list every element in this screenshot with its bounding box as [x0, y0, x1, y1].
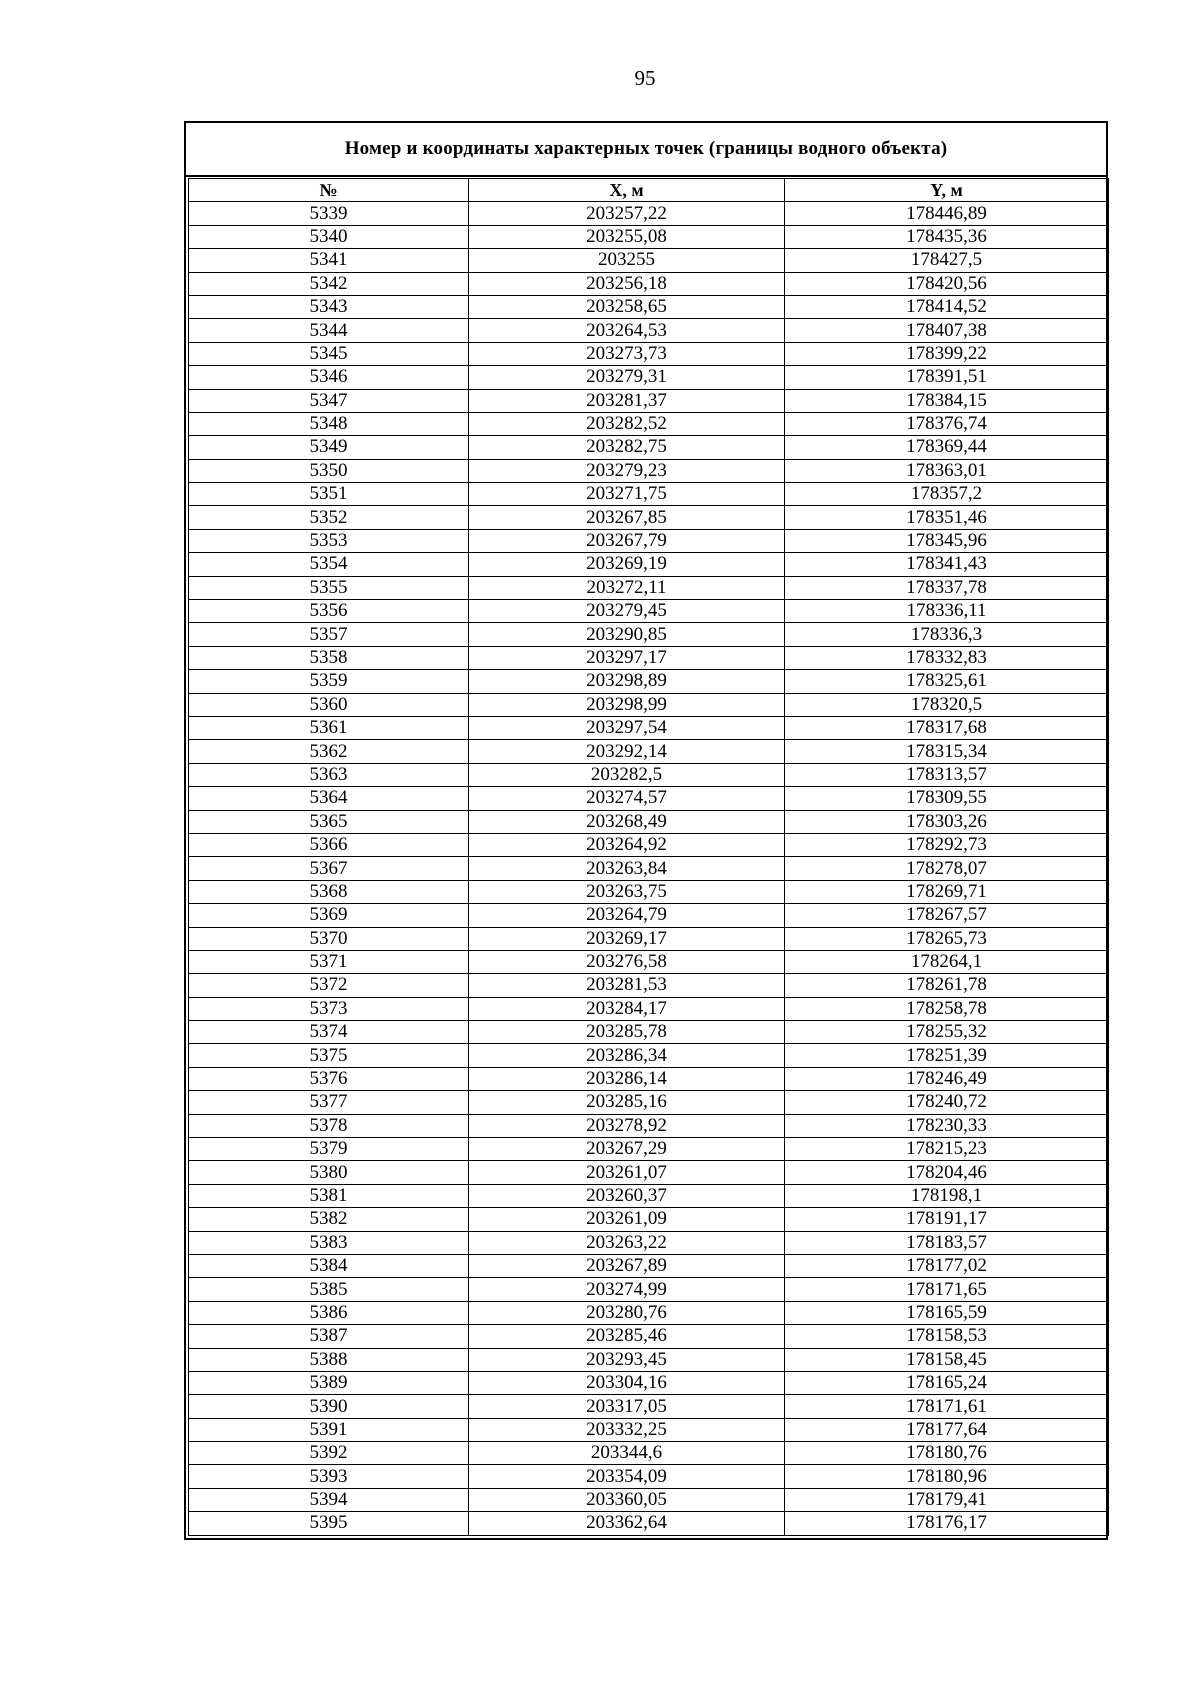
page-number: 95	[634, 66, 656, 90]
table-row	[189, 1161, 1109, 1184]
cell-number: 5369	[189, 904, 469, 927]
cell-x: 203332,25	[469, 1418, 785, 1441]
cell-number: 5379	[189, 1138, 469, 1161]
cell-y: 178435,36	[785, 225, 1109, 248]
table-row	[189, 529, 1109, 552]
table-row	[189, 623, 1109, 646]
cell-x: 203281,53	[469, 974, 785, 997]
cell-y: 178180,76	[785, 1442, 1109, 1465]
table-row	[189, 483, 1109, 506]
cell-number: 5340	[189, 225, 469, 248]
cell-x: 203297,54	[469, 716, 785, 739]
table-row	[189, 576, 1109, 599]
cell-y: 178427,5	[785, 249, 1109, 272]
cell-x: 203267,89	[469, 1254, 785, 1277]
cell-number: 5391	[189, 1418, 469, 1441]
cell-x: 203267,85	[469, 506, 785, 529]
cell-y: 178369,44	[785, 436, 1109, 459]
cell-y: 178407,38	[785, 319, 1109, 342]
cell-x: 203304,16	[469, 1371, 785, 1394]
cell-number: 5344	[189, 319, 469, 342]
table-header-row	[189, 179, 1109, 202]
table-row	[189, 1512, 1109, 1535]
cell-y: 178177,64	[785, 1418, 1109, 1441]
table-row	[189, 1278, 1109, 1301]
coordinates-table-frame	[184, 121, 1108, 1540]
cell-number: 5378	[189, 1114, 469, 1137]
table-row	[189, 342, 1109, 365]
table-row	[189, 997, 1109, 1020]
table-row	[189, 974, 1109, 997]
cell-x: 203279,31	[469, 366, 785, 389]
cell-y: 178376,74	[785, 412, 1109, 435]
cell-y: 178336,11	[785, 600, 1109, 623]
cell-x: 203268,49	[469, 810, 785, 833]
cell-y: 178251,39	[785, 1044, 1109, 1067]
table-row	[189, 740, 1109, 763]
table-row	[189, 249, 1109, 272]
cell-y: 178171,61	[785, 1395, 1109, 1418]
cell-x: 203261,09	[469, 1208, 785, 1231]
cell-number: 5350	[189, 459, 469, 482]
table-row	[189, 319, 1109, 342]
cell-x: 203292,14	[469, 740, 785, 763]
table-row	[189, 787, 1109, 810]
cell-number: 5363	[189, 763, 469, 786]
table-row	[189, 880, 1109, 903]
cell-number: 5351	[189, 483, 469, 506]
cell-y: 178267,57	[785, 904, 1109, 927]
cell-y: 178315,34	[785, 740, 1109, 763]
cell-x: 203274,99	[469, 1278, 785, 1301]
cell-x: 203264,79	[469, 904, 785, 927]
cell-number: 5368	[189, 880, 469, 903]
cell-y: 178171,65	[785, 1278, 1109, 1301]
cell-number: 5360	[189, 693, 469, 716]
cell-y: 178230,33	[785, 1114, 1109, 1137]
cell-y: 178399,22	[785, 342, 1109, 365]
cell-x: 203362,64	[469, 1512, 785, 1535]
table-row	[189, 1488, 1109, 1511]
cell-y: 178264,1	[785, 950, 1109, 973]
cell-y: 178351,46	[785, 506, 1109, 529]
cell-number: 5348	[189, 412, 469, 435]
table-row	[189, 763, 1109, 786]
table-row	[189, 202, 1109, 225]
cell-number: 5364	[189, 787, 469, 810]
table-row	[189, 1021, 1109, 1044]
cell-y: 178384,15	[785, 389, 1109, 412]
cell-y: 178265,73	[785, 927, 1109, 950]
cell-y: 178198,1	[785, 1184, 1109, 1207]
cell-x: 203276,58	[469, 950, 785, 973]
cell-y: 178303,26	[785, 810, 1109, 833]
cell-number: 5362	[189, 740, 469, 763]
cell-x: 203317,05	[469, 1395, 785, 1418]
cell-number: 5354	[189, 553, 469, 576]
cell-number: 5380	[189, 1161, 469, 1184]
table-row	[189, 553, 1109, 576]
cell-number: 5349	[189, 436, 469, 459]
cell-y: 178179,41	[785, 1488, 1109, 1511]
cell-x: 203280,76	[469, 1301, 785, 1324]
cell-number: 5393	[189, 1465, 469, 1488]
cell-x: 203263,22	[469, 1231, 785, 1254]
cell-x: 203273,73	[469, 342, 785, 365]
cell-number: 5373	[189, 997, 469, 1020]
table-row	[189, 272, 1109, 295]
cell-x: 203285,46	[469, 1325, 785, 1348]
cell-number: 5387	[189, 1325, 469, 1348]
table-row	[189, 693, 1109, 716]
cell-x: 203257,22	[469, 202, 785, 225]
table-row	[189, 1442, 1109, 1465]
cell-number: 5392	[189, 1442, 469, 1465]
cell-y: 178278,07	[785, 857, 1109, 880]
cell-x: 203263,75	[469, 880, 785, 903]
cell-number: 5359	[189, 670, 469, 693]
cell-y: 178240,72	[785, 1091, 1109, 1114]
table-row	[189, 389, 1109, 412]
table-row	[189, 1348, 1109, 1371]
cell-number: 5388	[189, 1348, 469, 1371]
header-x: X, м	[469, 179, 785, 202]
cell-number: 5377	[189, 1091, 469, 1114]
table-row	[189, 716, 1109, 739]
cell-x: 203258,65	[469, 295, 785, 318]
cell-number: 5383	[189, 1231, 469, 1254]
cell-x: 203279,45	[469, 600, 785, 623]
cell-number: 5376	[189, 1067, 469, 1090]
table-row	[189, 1044, 1109, 1067]
cell-number: 5342	[189, 272, 469, 295]
table-row	[189, 1254, 1109, 1277]
cell-x: 203267,79	[469, 529, 785, 552]
cell-x: 203298,89	[469, 670, 785, 693]
cell-x: 203282,5	[469, 763, 785, 786]
cell-number: 5365	[189, 810, 469, 833]
cell-number: 5339	[189, 202, 469, 225]
cell-x: 203260,37	[469, 1184, 785, 1207]
cell-x: 203290,85	[469, 623, 785, 646]
cell-x: 203297,17	[469, 646, 785, 669]
cell-y: 178204,46	[785, 1161, 1109, 1184]
table-row	[189, 600, 1109, 623]
table-row	[189, 1091, 1109, 1114]
cell-x: 203255,08	[469, 225, 785, 248]
table-row	[189, 225, 1109, 248]
cell-number: 5355	[189, 576, 469, 599]
cell-x: 203274,57	[469, 787, 785, 810]
cell-x: 203264,53	[469, 319, 785, 342]
cell-y: 178332,83	[785, 646, 1109, 669]
cell-number: 5352	[189, 506, 469, 529]
cell-x: 203269,17	[469, 927, 785, 950]
cell-y: 178176,17	[785, 1512, 1109, 1535]
cell-y: 178363,01	[785, 459, 1109, 482]
cell-number: 5394	[189, 1488, 469, 1511]
cell-x: 203281,37	[469, 389, 785, 412]
cell-number: 5353	[189, 529, 469, 552]
cell-number: 5341	[189, 249, 469, 272]
cell-x: 203344,6	[469, 1442, 785, 1465]
cell-number: 5357	[189, 623, 469, 646]
cell-y: 178215,23	[785, 1138, 1109, 1161]
table-row	[189, 1184, 1109, 1207]
table-row	[189, 857, 1109, 880]
cell-x: 203354,09	[469, 1465, 785, 1488]
header-y: Y, м	[785, 179, 1109, 202]
cell-y: 178320,5	[785, 693, 1109, 716]
table-row	[189, 810, 1109, 833]
header-number: №	[189, 179, 469, 202]
cell-y: 178337,78	[785, 576, 1109, 599]
cell-number: 5389	[189, 1371, 469, 1394]
coordinates-table	[188, 178, 1109, 1536]
table-row	[189, 1301, 1109, 1324]
cell-number: 5358	[189, 646, 469, 669]
table-row	[189, 436, 1109, 459]
table-row	[189, 1067, 1109, 1090]
cell-x: 203264,92	[469, 833, 785, 856]
cell-x: 203279,23	[469, 459, 785, 482]
table-row	[189, 950, 1109, 973]
table-title: Номер и координаты характерных точек (границы водного объекта)	[186, 123, 1106, 177]
cell-number: 5367	[189, 857, 469, 880]
cell-y: 178309,55	[785, 787, 1109, 810]
cell-y: 178313,57	[785, 763, 1109, 786]
cell-number: 5390	[189, 1395, 469, 1418]
cell-y: 178258,78	[785, 997, 1109, 1020]
cell-x: 203286,34	[469, 1044, 785, 1067]
cell-y: 178336,3	[785, 623, 1109, 646]
cell-y: 178345,96	[785, 529, 1109, 552]
table-row	[189, 833, 1109, 856]
table-row	[189, 646, 1109, 669]
table-row	[189, 1325, 1109, 1348]
cell-number: 5386	[189, 1301, 469, 1324]
cell-y: 178317,68	[785, 716, 1109, 739]
table-row	[189, 1138, 1109, 1161]
cell-y: 178177,02	[785, 1254, 1109, 1277]
cell-x: 203284,17	[469, 997, 785, 1020]
cell-y: 178269,71	[785, 880, 1109, 903]
cell-x: 203282,52	[469, 412, 785, 435]
table-body	[189, 202, 1109, 1535]
cell-number: 5345	[189, 342, 469, 365]
cell-y: 178292,73	[785, 833, 1109, 856]
cell-x: 203285,78	[469, 1021, 785, 1044]
table-row	[189, 927, 1109, 950]
cell-y: 178183,57	[785, 1231, 1109, 1254]
table-row	[189, 1371, 1109, 1394]
cell-x: 203261,07	[469, 1161, 785, 1184]
cell-y: 178246,49	[785, 1067, 1109, 1090]
table-row	[189, 366, 1109, 389]
cell-number: 5356	[189, 600, 469, 623]
cell-number: 5375	[189, 1044, 469, 1067]
cell-x: 203278,92	[469, 1114, 785, 1137]
cell-y: 178341,43	[785, 553, 1109, 576]
cell-y: 178357,2	[785, 483, 1109, 506]
cell-x: 203282,75	[469, 436, 785, 459]
cell-x: 203255	[469, 249, 785, 272]
table-row	[189, 670, 1109, 693]
cell-x: 203269,19	[469, 553, 785, 576]
cell-y: 178180,96	[785, 1465, 1109, 1488]
table-row	[189, 412, 1109, 435]
table-row	[189, 1418, 1109, 1441]
cell-number: 5385	[189, 1278, 469, 1301]
table-row	[189, 904, 1109, 927]
cell-number: 5374	[189, 1021, 469, 1044]
table-row	[189, 459, 1109, 482]
cell-y: 178261,78	[785, 974, 1109, 997]
cell-number: 5372	[189, 974, 469, 997]
cell-x: 203267,29	[469, 1138, 785, 1161]
table-row	[189, 1465, 1109, 1488]
cell-x: 203286,14	[469, 1067, 785, 1090]
cell-y: 178158,53	[785, 1325, 1109, 1348]
table-row	[189, 1208, 1109, 1231]
table-row	[189, 295, 1109, 318]
cell-number: 5370	[189, 927, 469, 950]
cell-x: 203272,11	[469, 576, 785, 599]
cell-number: 5347	[189, 389, 469, 412]
cell-y: 178165,59	[785, 1301, 1109, 1324]
cell-x: 203285,16	[469, 1091, 785, 1114]
table-row	[189, 506, 1109, 529]
cell-number: 5371	[189, 950, 469, 973]
cell-y: 178325,61	[785, 670, 1109, 693]
cell-y: 178191,17	[785, 1208, 1109, 1231]
cell-y: 178158,45	[785, 1348, 1109, 1371]
table-row	[189, 1395, 1109, 1418]
cell-number: 5395	[189, 1512, 469, 1535]
cell-x: 203263,84	[469, 857, 785, 880]
cell-number: 5343	[189, 295, 469, 318]
cell-number: 5361	[189, 716, 469, 739]
cell-x: 203360,05	[469, 1488, 785, 1511]
cell-number: 5384	[189, 1254, 469, 1277]
cell-y: 178391,51	[785, 366, 1109, 389]
cell-number: 5366	[189, 833, 469, 856]
cell-y: 178420,56	[785, 272, 1109, 295]
cell-y: 178255,32	[785, 1021, 1109, 1044]
cell-x: 203271,75	[469, 483, 785, 506]
cell-x: 203256,18	[469, 272, 785, 295]
cell-y: 178414,52	[785, 295, 1109, 318]
cell-number: 5382	[189, 1208, 469, 1231]
table-row	[189, 1231, 1109, 1254]
cell-number: 5346	[189, 366, 469, 389]
table-row	[189, 1114, 1109, 1137]
cell-y: 178446,89	[785, 202, 1109, 225]
cell-x: 203293,45	[469, 1348, 785, 1371]
cell-y: 178165,24	[785, 1371, 1109, 1394]
cell-x: 203298,99	[469, 693, 785, 716]
cell-number: 5381	[189, 1184, 469, 1207]
